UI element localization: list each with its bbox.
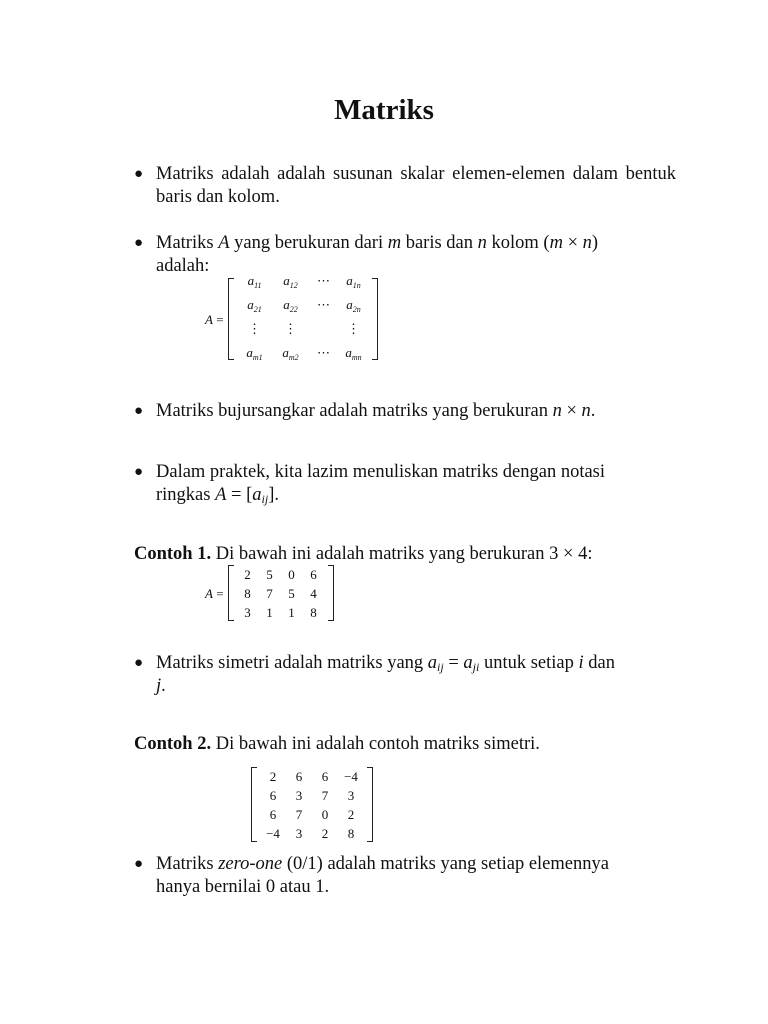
bullet-matrix-size-line2: adalah: xyxy=(156,256,210,276)
bullet-matrix-size-line1: Matriks A yang berukuran dari m baris dan n kolom (m × n) xyxy=(156,233,599,253)
bullet-notation-line2: ringkas $A = [a_{ij}]$. xyxy=(156,485,279,506)
bullet-symmetric-line1: Matriks simetri adalah matriks yang $a_{ij} = a_{ji}$ untuk setiap i dan xyxy=(156,653,615,674)
matrix-entry: −4 xyxy=(266,825,280,841)
bullet-symmetric-line2: j. xyxy=(156,676,166,696)
matrix-entry: ⋯ xyxy=(317,297,331,312)
matrix-entry: $a_{22}$ xyxy=(283,297,298,314)
matrix-entry: $a_{21}$ xyxy=(247,297,262,314)
matrix-entry: 2 xyxy=(321,825,329,841)
matrix-entry: 5 xyxy=(266,566,273,582)
example-1-heading: Contoh 1. Di bawah ini adalah matriks yang berukuran 3 × 4: xyxy=(134,544,593,564)
matrix-entry: 7 xyxy=(295,806,303,822)
matrix-entry: −4 xyxy=(344,768,358,784)
right-bracket xyxy=(367,767,373,842)
matrix-entry: $a_{12}$ xyxy=(283,273,298,290)
matrix-entry: ⋯ xyxy=(317,345,331,360)
matrix-entry xyxy=(309,319,339,343)
matrix-entry: ⋮ xyxy=(347,321,361,336)
matrix-entry: 3 xyxy=(244,604,251,620)
bullet-dot: ● xyxy=(134,235,144,251)
matrix-entry: $a_{m2}$ xyxy=(282,345,299,362)
matrix-entry: 8 xyxy=(310,604,317,620)
bullet-symmetric xyxy=(134,652,676,698)
matrix-entry: 1 xyxy=(266,604,273,620)
matrix-entry: $a_{11}$ xyxy=(247,273,262,290)
matrix-entry: 6 xyxy=(269,806,277,822)
matrix-entry: 6 xyxy=(321,768,329,784)
matrix-entry: 0 xyxy=(321,806,329,822)
matrix-entry: 3 xyxy=(295,825,303,841)
matrix-label: A = xyxy=(205,585,224,601)
matrix-entry: 1 xyxy=(288,604,295,620)
matrix-label: A = xyxy=(205,311,224,327)
matrix-entry: $a_{m1}$ xyxy=(246,345,263,362)
right-bracket xyxy=(372,278,378,360)
bullet-notation-line1: Dalam praktek, kita lazim menuliskan matriks dengan notasi xyxy=(156,462,606,482)
bullet-notation xyxy=(134,461,676,507)
bullet-dot: ● xyxy=(134,166,144,182)
example-2-matrix xyxy=(251,767,373,842)
matrix-entry: 0 xyxy=(288,566,295,582)
matrix-entry: 7 xyxy=(321,787,329,803)
matrix-entry: 2 xyxy=(347,806,355,822)
matrix-entry: $a_{2n}$ xyxy=(346,297,361,314)
matrix-entry: 8 xyxy=(244,585,251,601)
matrix-entry: $a_{1n}$ xyxy=(346,273,361,290)
matrix-entry: 5 xyxy=(288,585,295,601)
bullet-square-matrix xyxy=(134,400,676,423)
bullet-matrix-size xyxy=(134,232,676,278)
matrix-entries xyxy=(234,565,328,621)
bullet-zero-one-line1: Matriks zero-one (0/1) adalah matriks yang setiap elemennya xyxy=(156,854,609,874)
general-matrix xyxy=(205,273,378,362)
matrix-entry: 3 xyxy=(347,787,355,803)
matrix-entry: 6 xyxy=(310,566,317,582)
matrix-entry: 2 xyxy=(269,768,277,784)
example-2-heading: Contoh 2. Di bawah ini adalah contoh matriks simetri. xyxy=(134,734,540,754)
matrix-entry: 8 xyxy=(347,825,355,841)
matrix-entry: 2 xyxy=(244,566,251,582)
matrix-entry: 7 xyxy=(266,585,273,601)
bullet-square-matrix-text: Matriks bujursangkar adalah matriks yang berukuran n × n. xyxy=(156,401,596,421)
bullet-definition xyxy=(134,163,676,209)
matrix-entry: 6 xyxy=(269,787,277,803)
page-title: Matriks xyxy=(334,94,434,126)
bullet-definition-text: Matriks adalah adalah susunan skalar elemen-elemen dalam bentuk baris dan kolom. xyxy=(156,164,676,207)
matrix-entry: ⋮ xyxy=(248,321,262,336)
bullet-zero-one-line2: hanya bernilai 0 atau 1. xyxy=(156,877,330,897)
matrix-entry: ⋯ xyxy=(317,273,331,288)
matrix-entry: $a_{mn}$ xyxy=(345,345,362,362)
bullet-dot: ● xyxy=(134,655,144,671)
bullet-zero-one xyxy=(134,853,676,899)
matrix-entry: 6 xyxy=(295,768,303,784)
matrix-entry: ⋮ xyxy=(284,321,298,336)
bullet-dot: ● xyxy=(134,403,144,419)
matrix-entries xyxy=(257,767,367,842)
example-1-matrix xyxy=(205,565,334,621)
bullet-dot: ● xyxy=(134,856,144,872)
bullet-dot: ● xyxy=(134,464,144,480)
right-bracket xyxy=(328,565,334,621)
matrix-entry: 3 xyxy=(295,787,303,803)
matrix-entries xyxy=(234,273,372,362)
matrix-entry: 4 xyxy=(310,585,317,601)
